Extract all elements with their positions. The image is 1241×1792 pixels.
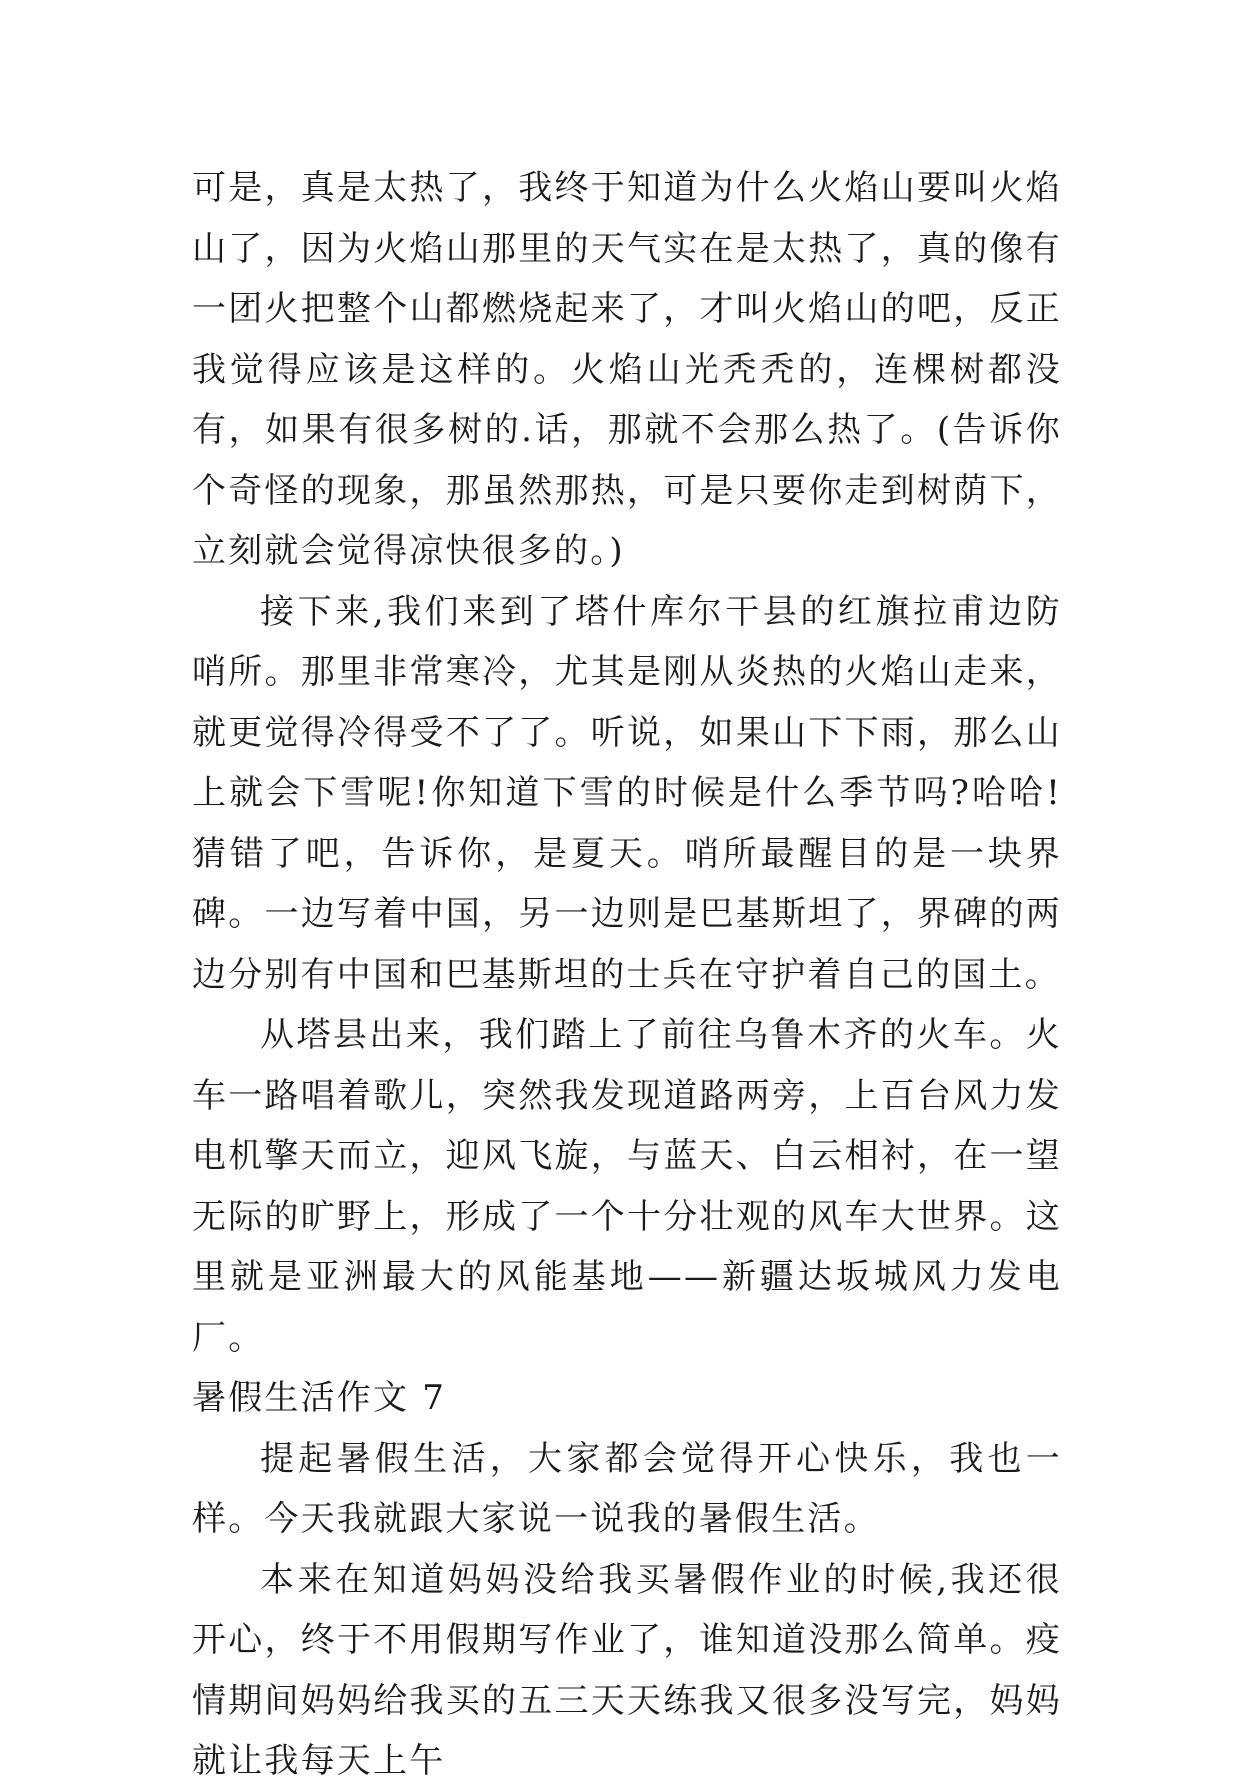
document-body bbox=[192, 158, 1062, 1792]
paragraph-flaming-mountain: 可是，真是太热了，我终于知道为什么火焰山要叫火焰山了，因为火焰山那里的天气实在是太热了，真的像有一团火把整个山都燃烧起来了，才叫火焰山的吧，反正我觉得应该是这样的。火焰山光秃秃的，连棵树都没有，如果有很多树的.话，那就不会那么热了。(告诉你个奇怪的现象，那虽然那热，可是只要你走到树荫下，立刻就会觉得凉快很多的。) bbox=[192, 168, 1062, 571]
paragraph-summer-intro: 提起暑假生活，大家都会觉得开心快乐，我也一样。今天我就跟大家说一说我的暑假生活。 bbox=[192, 1438, 1062, 1539]
paragraph-summer-homework: 本来在知道妈妈没给我买暑假作业的时候,我还很开心，终于不用假期写作业了，谁知道没那么简单。疫情期间妈妈给我买的五三天天练我又很多没写完，妈妈就让我每天上午 bbox=[192, 1559, 1062, 1781]
section-heading: 暑假生活作文 7 bbox=[192, 1378, 447, 1418]
paragraph-border-post: 接下来,我们来到了塔什库尔干县的红旗拉甫边防哨所。那里非常寒冷，尤其是刚从炎热的火焰山走来，就更觉得冷得受不了了。听说，如果山下下雨，那么山上就会下雪呢!你知道下雪的时候是什么季节吗?哈哈!猜错了吧，告诉你，是夏天。哨所最醒目的是一块界碑。一边写着中国，另一边则是巴基斯坦了，界碑的两边分别有中国和巴基斯坦的士兵在守护着自己的国土。 bbox=[192, 591, 1062, 995]
paragraph-wind-farm: 从塔县出来，我们踏上了前往乌鲁木齐的火车。火车一路唱着歌儿，突然我发现道路两旁，上百台风力发电机擎天而立，迎风飞旋，与蓝天、白云相衬，在一望无际的旷野上，形成了一个十分壮观的风车大世界。这里就是亚洲最大的风能基地——新疆达坂城风力发电厂。 bbox=[192, 1015, 1062, 1358]
